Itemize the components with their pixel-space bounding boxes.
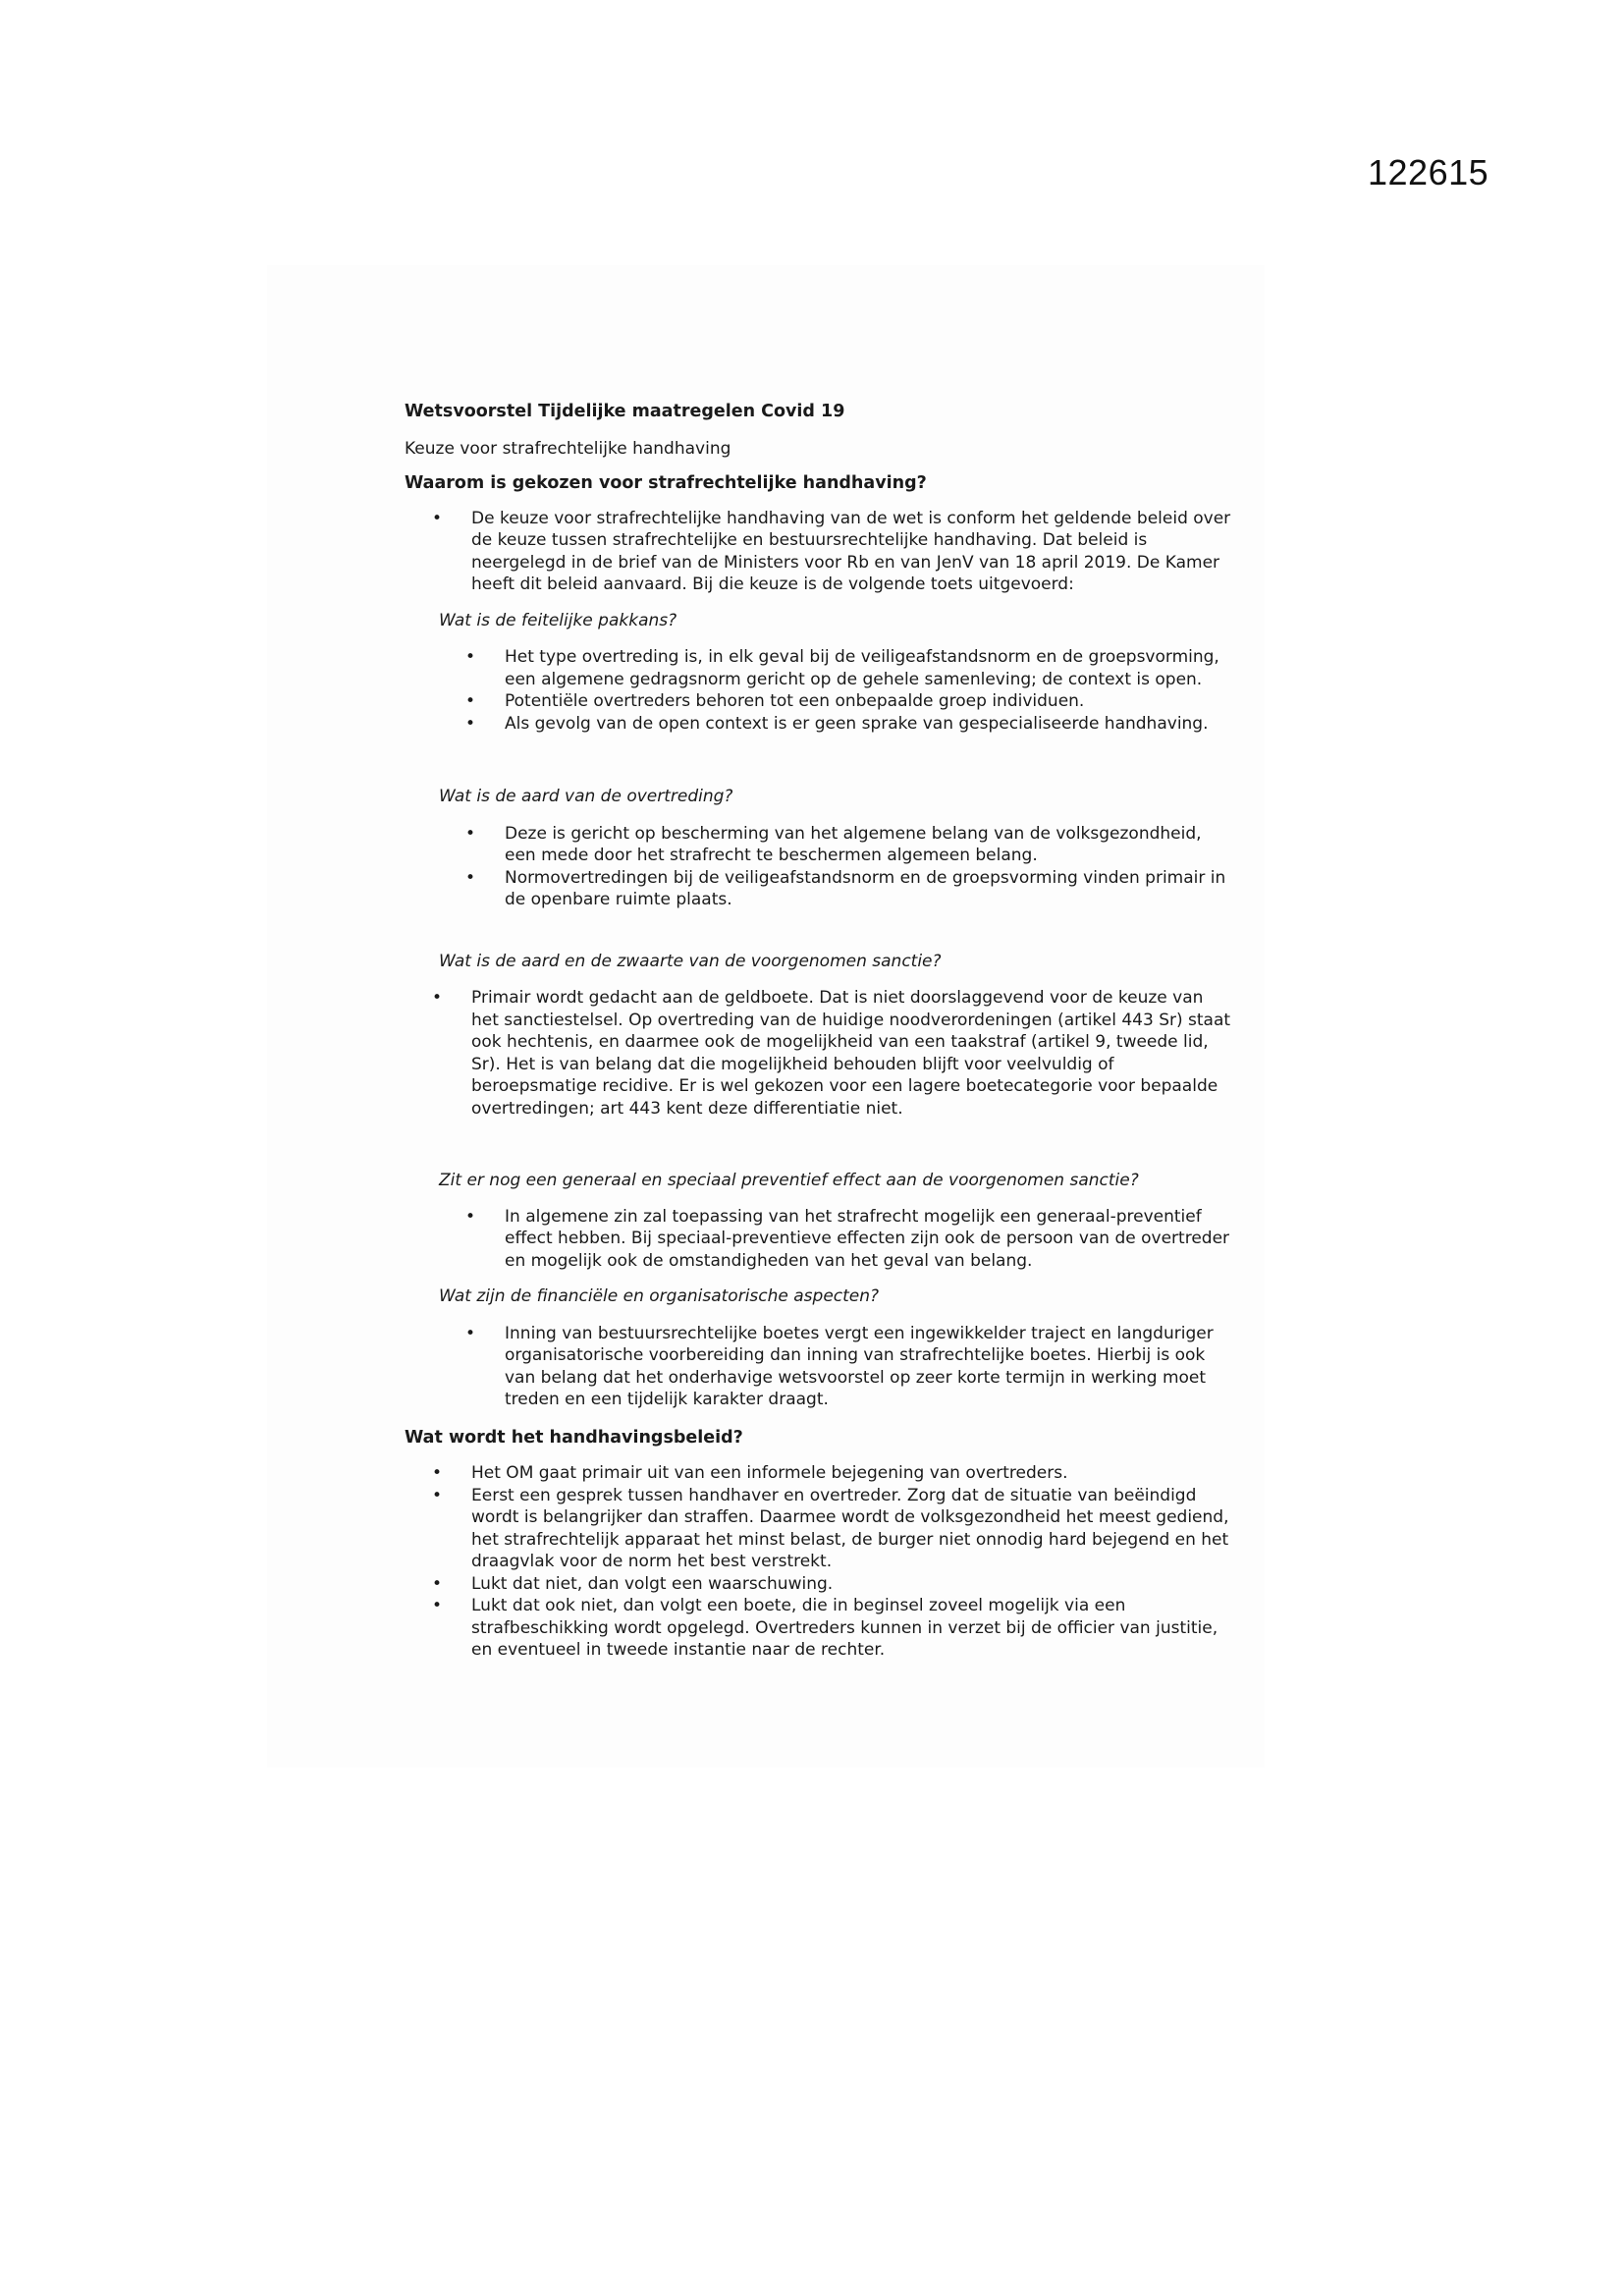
list-item: • Het OM gaat primair uit van een informele bejegening van overtreders. [471, 1462, 1234, 1485]
pakkans-list [505, 646, 1234, 735]
aard-overtreding-list [505, 823, 1234, 911]
list-item: • Potentiële overtreders behoren tot een onbepaalde groep individuen. [505, 690, 1234, 713]
document-subtitle: Keuze voor strafrechtelijke handhaving [405, 438, 731, 459]
list-item: • In algemene zin zal toepassing van het strafrecht mogelijk een generaal-preventief effect hebben. Bij speciaal-preventieve effecten zijn ook de persoon van de overtreder en mogelijk ook de omstandigheden van het geval van belang. [505, 1206, 1234, 1273]
list-item: • Lukt dat ook niet, dan volgt een boete, die in beginsel zoveel mogelijk via een strafbeschikking wordt opgelegd. Overtreders kunnen in verzet bij de officier van justitie, en eventueel in tweede instantie naar de rechter. [471, 1595, 1234, 1662]
list-item: • Primair wordt gedacht aan de geldboete. Dat is niet doorslaggevend voor de keuze van het sanctiestelsel. Op overtreding van de huidige noodverordeningen (artikel 443 Sr) staat ook hechtenis, en daarmee ook de mogelijkheid van een taakstraf (artikel 9, tweede lid, Sr). Het is van belang dat die mogelijkheid behouden blijft voor veelvuldig of beroepsmatige recidive. Er is wel gekozen voor een lagere boetecategorie voor bepaalde overtredingen; art 443 kent deze differentiatie niet. [471, 987, 1234, 1120]
intro-list [471, 508, 1234, 596]
beleid-list [471, 1462, 1234, 1662]
document-title: Wetsvoorstel Tijdelijke maatregelen Covid 19 [405, 402, 845, 421]
section-heading-why: Waarom is gekozen voor strafrechtelijke handhaving? [405, 473, 927, 493]
list-item: • Het type overtreding is, in elk geval bij de veiligeafstandsnorm en de groepsvorming, een algemene gedragsnorm gericht op de gehele samenleving; de context is open. [505, 646, 1234, 690]
list-item: • Eerst een gesprek tussen handhaver en overtreder. Zorg dat de situatie van beëindigd wordt is belangrijker dan straffen. Daarmee wordt de volksgezondheid het meest gediend, het strafrechtelijk apparaat het minst belast, de burger niet onnodig hard bejegend en het draagvlak voor de norm het best verstrekt. [471, 1485, 1234, 1573]
list-item: • Deze is gericht op bescherming van het algemene belang van de volksgezondheid, een mede door het strafrecht te beschermen algemeen belang. [505, 823, 1234, 867]
question-sanctie: Wat is de aard en de zwaarte van de voorgenomen sanctie? [439, 951, 942, 971]
document-content [405, 401, 1234, 1662]
list-item: • De keuze voor strafrechtelijke handhaving van de wet is conform het geldende beleid over de keuze tussen strafrechtelijke en bestuursrechtelijke handhaving. Dat beleid is neergelegd in de brief van de Ministers voor Rb en van JenV van 18 april 2019. De Kamer heeft dit beleid aanvaard. Bij die keuze is de volgende toets uitgevoerd: [471, 508, 1234, 596]
list-item: • Normovertredingen bij de veiligeafstandsnorm en de groepsvorming vinden primair in de openbare ruimte plaats. [505, 867, 1234, 911]
financieel-list [505, 1323, 1234, 1411]
list-item: • Inning van bestuursrechtelijke boetes vergt een ingewikkelder traject en langduriger organisatorische voorbereiding dan inning van strafrechtelijke boetes. Hierbij is ook van belang dat het onderhavige wetsvoorstel op zeer korte termijn in werking moet treden en een tijdelijk karakter draagt. [505, 1323, 1234, 1411]
question-preventief: Zit er nog een generaal en speciaal preventief effect aan de voorgenomen sanctie? [439, 1171, 1139, 1190]
preventief-list [505, 1206, 1234, 1273]
question-financieel: Wat zijn de financiële en organisatorische aspecten? [439, 1286, 880, 1306]
section-heading-beleid: Wat wordt het handhavingsbeleid? [405, 1427, 743, 1448]
document-number: 122615 [1368, 152, 1489, 192]
question-pakkans: Wat is de feitelijke pakkans? [439, 610, 677, 630]
question-aard-overtreding: Wat is de aard van de overtreding? [439, 787, 733, 806]
list-item: • Als gevolg van de open context is er geen sprake van gespecialiseerde handhaving. [505, 713, 1234, 736]
list-item: • Lukt dat niet, dan volgt een waarschuwing. [471, 1573, 1234, 1596]
sanctie-list [471, 987, 1234, 1120]
